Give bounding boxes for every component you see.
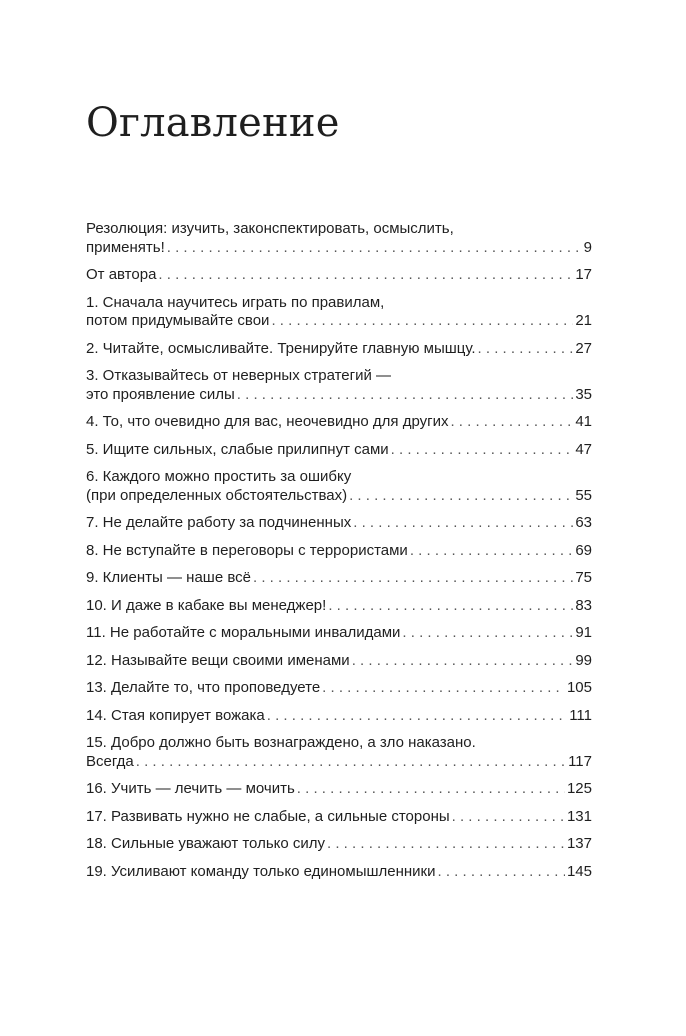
toc-entry-title: 6. Каждого можно простить за ошибку [86, 468, 352, 485]
toc-entry-title: применять! [86, 238, 165, 256]
toc-entry-last-line [86, 597, 592, 616]
toc-entry [86, 863, 592, 882]
toc-entry [86, 780, 592, 799]
toc-entry-last-line [86, 808, 592, 827]
toc-entry-last-line [86, 679, 592, 698]
toc-entry [86, 294, 592, 331]
toc-page-number: 35 [575, 385, 592, 403]
toc-page-number: 41 [575, 413, 592, 430]
dot-leader [410, 542, 574, 561]
toc-entry [86, 624, 592, 643]
toc-entry-title: 17. Развивать нужно не слабые, а сильные стороны [86, 807, 450, 825]
toc-entry-title: 16. Учить — лечить — мочить [86, 780, 295, 797]
toc-page-number: 55 [575, 486, 592, 504]
toc-entry-last-line [86, 624, 592, 643]
dot-leader [253, 569, 573, 588]
toc-entry-last-line [86, 441, 592, 460]
toc-page-number: 69 [575, 541, 592, 559]
toc-entry-last-line [86, 542, 592, 561]
toc-page-number: 21 [575, 312, 592, 329]
toc-entry-last-line [86, 239, 592, 258]
toc-entry-last-line [86, 569, 592, 588]
toc-entry-line [86, 294, 592, 313]
toc-page-number: 137 [566, 835, 592, 852]
toc-entry-title: 3. Отказывайтесь от неверных стратегий — [86, 367, 392, 384]
toc-entry-last-line [86, 386, 592, 405]
toc-entry [86, 266, 592, 285]
toc-page-number: 63 [575, 514, 592, 531]
toc-entry-title: Резолюция: изучить, законспектировать, осмыслить, [86, 220, 454, 237]
toc-entry [86, 441, 592, 460]
toc-page-number: 105 [566, 679, 592, 696]
toc-entry [86, 679, 592, 698]
toc-entry-last-line [86, 863, 592, 882]
dot-leader [271, 312, 573, 331]
toc-page-number: 83 [575, 596, 592, 614]
toc-entry [86, 413, 592, 432]
toc-entry-line [86, 220, 592, 239]
toc-entry-line [86, 734, 592, 753]
toc-entry [86, 569, 592, 588]
toc-entry-title: 1. Сначала научитесь играть по правилам, [86, 293, 385, 311]
toc-entry-title: 15. Добро должно быть вознаграждено, а зло наказано. [86, 734, 476, 751]
toc-entry-line [86, 468, 592, 487]
dot-leader [349, 487, 573, 506]
toc-page-number: 131 [566, 807, 592, 825]
dot-leader [478, 340, 574, 359]
table-of-contents [86, 220, 592, 890]
toc-entry-last-line [86, 514, 592, 533]
toc-entry-last-line [86, 707, 592, 726]
toc-page-number: 145 [566, 862, 592, 880]
page-title: Оглавление [86, 100, 340, 146]
dot-leader [402, 624, 573, 643]
dot-leader [438, 863, 565, 882]
toc-page-number: 99 [575, 651, 592, 669]
toc-entry-title: 14. Стая копирует вожака [86, 706, 265, 724]
toc-entry-last-line [86, 835, 592, 854]
toc-entry-title: 7. Не делайте работу за подчиненных [86, 514, 352, 531]
toc-entry-title: потом придумывайте свои [86, 312, 270, 329]
dot-leader [327, 835, 565, 854]
toc-entry-last-line [86, 340, 592, 359]
toc-entry [86, 220, 592, 257]
toc-entry-title: это проявление силы [86, 385, 235, 403]
toc-entry [86, 808, 592, 827]
toc-entry [86, 652, 592, 671]
toc-page-number: 117 [568, 752, 592, 770]
toc-entry-title: 4. То, что очевидно для вас, неочевидно для других [86, 413, 449, 430]
toc-entry-title: 19. Усиливают команду только единомышленники [86, 862, 436, 880]
toc-entry-title: 8. Не вступайте в переговоры с террористами [86, 541, 408, 559]
dot-leader [450, 413, 573, 432]
toc-entry [86, 367, 592, 404]
toc-entry [86, 542, 592, 561]
dot-leader [322, 679, 565, 698]
dot-leader [267, 707, 567, 726]
toc-entry [86, 835, 592, 854]
dot-leader [136, 753, 566, 772]
toc-entry-title: 11. Не работайте с моральными инвалидами [86, 624, 401, 641]
toc-page-number: 75 [575, 569, 592, 586]
dot-leader [158, 266, 573, 285]
toc-page-number: 125 [566, 780, 592, 797]
dot-leader [391, 441, 574, 460]
toc-entry-title: 18. Сильные уважают только силу [86, 835, 326, 852]
toc-entry-title: От автора [86, 266, 157, 283]
toc-entry [86, 340, 592, 359]
toc-entry [86, 468, 592, 505]
dot-leader [297, 780, 565, 799]
toc-page-number: 47 [575, 440, 592, 458]
dot-leader [452, 808, 565, 827]
toc-entry-last-line [86, 780, 592, 799]
dot-leader [353, 514, 573, 533]
toc-entry [86, 597, 592, 616]
toc-entry-title: 5. Ищите сильных, слабые прилипнут сами [86, 440, 389, 458]
toc-entry-title: (при определенных обстоятельствах) [86, 486, 348, 504]
toc-entry-last-line [86, 652, 592, 671]
toc-entry-last-line [86, 413, 592, 432]
toc-entry [86, 514, 592, 533]
dot-leader [237, 386, 574, 405]
dot-leader [167, 239, 582, 258]
toc-entry-title: Всегда [86, 752, 134, 770]
toc-entry-title: 10. И даже в кабаке вы менеджер! [86, 596, 327, 614]
toc-entry-last-line [86, 266, 592, 285]
toc-entry-last-line [86, 753, 592, 772]
toc-entry-title: 9. Клиенты — наше всё [86, 569, 251, 586]
toc-entry-last-line [86, 312, 592, 331]
toc-entry-title: 12. Называйте вещи своими именами [86, 651, 350, 669]
toc-page-number: 111 [569, 706, 592, 724]
toc-page-number: 91 [575, 624, 592, 641]
toc-entry-line [86, 367, 592, 386]
toc-entry [86, 734, 592, 771]
toc-entry-title: 2. Читайте, осмысливайте. Тренируйте главную мышцу. [86, 339, 476, 357]
dot-leader [328, 597, 573, 616]
toc-page-number: 17 [575, 266, 592, 283]
dot-leader [352, 652, 574, 671]
toc-entry [86, 707, 592, 726]
toc-page-number: 27 [575, 339, 592, 357]
toc-page-number: 9 [583, 238, 592, 256]
toc-entry-last-line [86, 487, 592, 506]
toc-entry-title: 13. Делайте то, что проповедуете [86, 679, 321, 696]
